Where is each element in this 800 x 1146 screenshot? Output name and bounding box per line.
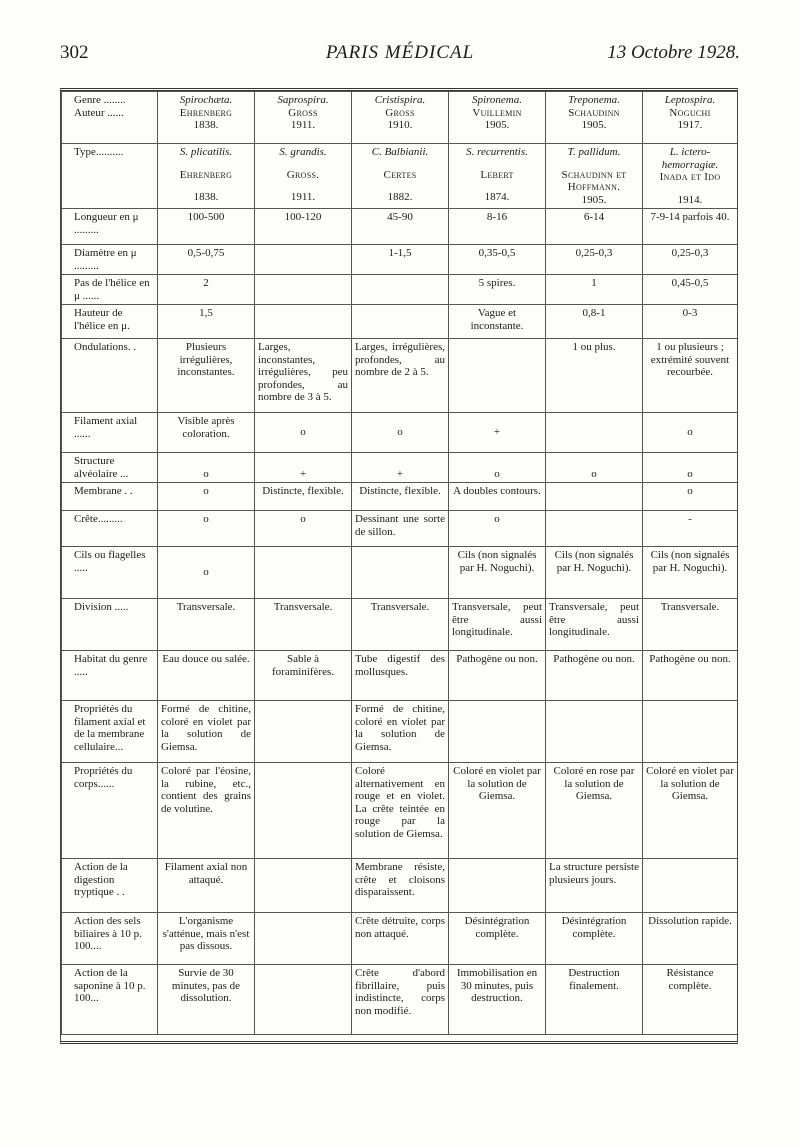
table-row-action-saponine	[62, 965, 738, 1035]
table-row-cils	[62, 547, 738, 599]
proprietes-corps-cell-6: Coloré en violet par la solution de Giemsa.	[643, 763, 738, 859]
proprietes-corps-cell-5: Coloré en rose par la solution de Giemsa.	[546, 763, 643, 859]
longueur-cell-1: 100-500	[158, 209, 255, 245]
diametre-cell-5: 0,25-0,3	[546, 245, 643, 275]
row-label-type: Type..........	[62, 144, 158, 209]
action-digestion-cell-2	[255, 859, 352, 913]
comparison-table	[61, 91, 738, 1035]
structure-cell-5: o	[546, 453, 643, 483]
genus-header-1: Spirochæta. Ehrenberg 1838.	[158, 92, 255, 144]
action-sels-cell-2	[255, 913, 352, 965]
pas-cell-5: 1	[546, 275, 643, 305]
table-row-division	[62, 599, 738, 651]
table-row-filament	[62, 413, 738, 453]
row-label-proprietes-filament: Propriétés du filament axial et de la membrane cellulaire...	[62, 701, 158, 763]
pas-cell-6: 0,45-0,5	[643, 275, 738, 305]
table-row-pas	[62, 275, 738, 305]
hauteur-cell-4: Vague et inconstante.	[449, 305, 546, 339]
type-cell-3: C. Balbianii. Certes 1882.	[352, 144, 449, 209]
table-row-membrane	[62, 483, 738, 511]
action-digestion-cell-3: Membrane résiste, crête et cloisons disparaissent.	[352, 859, 449, 913]
comparison-table-frame	[60, 88, 738, 1044]
diametre-cell-4: 0,35-0,5	[449, 245, 546, 275]
diametre-cell-1: 0,5-0,75	[158, 245, 255, 275]
cils-cell-4: Cils (non signalés par H. Noguchi).	[449, 547, 546, 599]
division-cell-5: Transversale, peut être aussi longitudinale.	[546, 599, 643, 651]
structure-cell-3: +	[352, 453, 449, 483]
row-label-filament: Filament axial ......	[62, 413, 158, 453]
action-saponine-cell-1: Survie de 30 minutes, pas de dissolution.	[158, 965, 255, 1035]
row-label-structure: Structure alvéolaire ...	[62, 453, 158, 483]
cils-cell-6: Cils (non signalés par H. Noguchi).	[643, 547, 738, 599]
row-label-longueur: Longueur en μ .........	[62, 209, 158, 245]
row-label-ondulations: Ondulations. .	[62, 339, 158, 413]
genus-header-3: Cristispira. Gross 1910.	[352, 92, 449, 144]
table-row-habitat	[62, 651, 738, 701]
row-label-division: Division .....	[62, 599, 158, 651]
division-cell-2: Transversale.	[255, 599, 352, 651]
membrane-cell-4: A doubles contours.	[449, 483, 546, 511]
table-row-proprietes-filament	[62, 701, 738, 763]
table-row-action-sels	[62, 913, 738, 965]
crete-cell-4: o	[449, 511, 546, 547]
division-cell-4: Transversale, peut être aussi longitudinale.	[449, 599, 546, 651]
proprietes-filament-cell-6	[643, 701, 738, 763]
pas-cell-1: 2	[158, 275, 255, 305]
action-sels-cell-6: Dissolution rapide.	[643, 913, 738, 965]
proprietes-corps-cell-3: Coloré alternativement en rouge et en violet. La crête teintée en rouge par la solution de Giemsa.	[352, 763, 449, 859]
ondulations-cell-2: Larges, inconstantes, irrégulières, peu profondes, au nombre de 3 à 5.	[255, 339, 352, 413]
cils-cell-2	[255, 547, 352, 599]
membrane-cell-6: o	[643, 483, 738, 511]
row-label-membrane: Membrane . .	[62, 483, 158, 511]
genus-header-4: Spironema. Vuillemin 1905.	[449, 92, 546, 144]
type-cell-2: S. grandis. Gross. 1911.	[255, 144, 352, 209]
action-digestion-cell-1: Filament axial non attaqué.	[158, 859, 255, 913]
action-digestion-cell-5: La structure persiste plusieurs jours.	[546, 859, 643, 913]
table-row-diametre	[62, 245, 738, 275]
action-saponine-cell-3: Crête d'abord fibrillaire, puis indistincte, corps non modifié.	[352, 965, 449, 1035]
table-row-hauteur	[62, 305, 738, 339]
type-cell-5: T. pallidum. Schaudinn et Hoffmann. 1905.	[546, 144, 643, 209]
hauteur-cell-1: 1,5	[158, 305, 255, 339]
journal-title: PARIS MÉDICAL	[325, 42, 475, 63]
membrane-cell-2: Distincte, flexible.	[255, 483, 352, 511]
row-label-action-saponine: Action de la saponine à 10 p. 100...	[62, 965, 158, 1035]
hauteur-cell-6: 0-3	[643, 305, 738, 339]
longueur-cell-3: 45-90	[352, 209, 449, 245]
hauteur-cell-3	[352, 305, 449, 339]
type-cell-4: S. recurrentis. Lebert 1874.	[449, 144, 546, 209]
filament-cell-2: o	[255, 413, 352, 453]
table-row-proprietes-corps	[62, 763, 738, 859]
pas-cell-3	[352, 275, 449, 305]
row-label-cils: Cils ou flagelles .....	[62, 547, 158, 599]
row-label-hauteur: Hauteur de l'hélice en μ.	[62, 305, 158, 339]
diametre-cell-6: 0,25-0,3	[643, 245, 738, 275]
table-row-genre	[62, 92, 738, 144]
issue-date: 13 Octobre 1928.	[607, 42, 740, 63]
division-cell-1: Transversale.	[158, 599, 255, 651]
filament-cell-6: o	[643, 413, 738, 453]
row-label-crete: Crête.........	[62, 511, 158, 547]
hauteur-cell-2	[255, 305, 352, 339]
action-saponine-cell-4: Immobilisation en 30 minutes, puis destruction.	[449, 965, 546, 1035]
habitat-cell-5: Pathogène ou non.	[546, 651, 643, 701]
table-row-structure	[62, 453, 738, 483]
ondulations-cell-6: 1 ou plusieurs ; extrémité souvent recourbée.	[643, 339, 738, 413]
longueur-cell-2: 100-120	[255, 209, 352, 245]
genus-header-5: Treponema. Schaudinn 1905.	[546, 92, 643, 144]
row-label-habitat: Habitat du genre .....	[62, 651, 158, 701]
longueur-cell-6: 7-9-14 parfois 40.	[643, 209, 738, 245]
page-header	[60, 42, 740, 72]
action-digestion-cell-4	[449, 859, 546, 913]
structure-cell-1: o	[158, 453, 255, 483]
proprietes-filament-cell-3: Formé de chitine, coloré en violet par la solution de Giemsa.	[352, 701, 449, 763]
structure-cell-6: o	[643, 453, 738, 483]
action-saponine-cell-6: Résistance complète.	[643, 965, 738, 1035]
proprietes-corps-cell-1: Coloré par l'éosine, la rubine, etc., contient des grains de volutine.	[158, 763, 255, 859]
habitat-cell-6: Pathogène ou non.	[643, 651, 738, 701]
crete-cell-5	[546, 511, 643, 547]
proprietes-filament-cell-1: Formé de chitine, coloré en violet par la solution de Giemsa.	[158, 701, 255, 763]
diametre-cell-3: 1-1,5	[352, 245, 449, 275]
table-row-action-digestion	[62, 859, 738, 913]
table-row-crete	[62, 511, 738, 547]
cils-cell-5: Cils (non signalés par H. Noguchi).	[546, 547, 643, 599]
action-digestion-cell-6	[643, 859, 738, 913]
ondulations-cell-5: 1 ou plus.	[546, 339, 643, 413]
structure-cell-4: o	[449, 453, 546, 483]
table-row-longueur	[62, 209, 738, 245]
crete-cell-1: o	[158, 511, 255, 547]
row-label-action-sels: Action des sels biliaires à 10 p. 100....	[62, 913, 158, 965]
proprietes-corps-cell-4: Coloré en violet par la solution de Giemsa.	[449, 763, 546, 859]
table-row-ondulations	[62, 339, 738, 413]
action-sels-cell-1: L'organisme s'atténue, mais n'est pas dissous.	[158, 913, 255, 965]
proprietes-corps-cell-2	[255, 763, 352, 859]
structure-cell-2: +	[255, 453, 352, 483]
proprietes-filament-cell-5	[546, 701, 643, 763]
page-number: 302	[60, 42, 89, 63]
proprietes-filament-cell-2	[255, 701, 352, 763]
membrane-cell-3: Distincte, flexible.	[352, 483, 449, 511]
pas-cell-2	[255, 275, 352, 305]
division-cell-3: Transversale.	[352, 599, 449, 651]
proprietes-filament-cell-4	[449, 701, 546, 763]
type-cell-6: L. ictero-hemorragiæ. Inada et Ido 1914.	[643, 144, 738, 209]
row-label-proprietes-corps: Propriétés du corps......	[62, 763, 158, 859]
crete-cell-2: o	[255, 511, 352, 547]
filament-cell-1: Visible après coloration.	[158, 413, 255, 453]
action-saponine-cell-5: Destruction finalement.	[546, 965, 643, 1035]
row-label-diametre: Diamètre en μ .........	[62, 245, 158, 275]
action-sels-cell-4: Désintégration complète.	[449, 913, 546, 965]
filament-cell-5	[546, 413, 643, 453]
type-cell-1: S. plicatilis. Ehrenberg 1838.	[158, 144, 255, 209]
genus-header-6: Leptospira. Noguchi 1917.	[643, 92, 738, 144]
ondulations-cell-1: Plusieurs irrégulières, inconstantes.	[158, 339, 255, 413]
row-label-pas: Pas de l'hélice en μ ......	[62, 275, 158, 305]
hauteur-cell-5: 0,8-1	[546, 305, 643, 339]
longueur-cell-5: 6-14	[546, 209, 643, 245]
ondulations-cell-4	[449, 339, 546, 413]
membrane-cell-1: o	[158, 483, 255, 511]
habitat-cell-4: Pathogène ou non.	[449, 651, 546, 701]
action-sels-cell-5: Désintégration complète.	[546, 913, 643, 965]
crete-cell-3: Dessinant une sorte de sillon.	[352, 511, 449, 547]
membrane-cell-5	[546, 483, 643, 511]
diametre-cell-2	[255, 245, 352, 275]
cils-cell-3	[352, 547, 449, 599]
division-cell-6: Transversale.	[643, 599, 738, 651]
row-label-action-digestion: Action de la digestion tryptique . .	[62, 859, 158, 913]
ondulations-cell-3: Larges, irrégulières, profondes, au nombre de 2 à 5.	[352, 339, 449, 413]
longueur-cell-4: 8-16	[449, 209, 546, 245]
pas-cell-4: 5 spires.	[449, 275, 546, 305]
table-row-type	[62, 144, 738, 209]
filament-cell-4: +	[449, 413, 546, 453]
action-saponine-cell-2	[255, 965, 352, 1035]
action-sels-cell-3: Crête détruite, corps non attaqué.	[352, 913, 449, 965]
filament-cell-3: o	[352, 413, 449, 453]
row-label-genre: Genre ........ Auteur ......	[62, 92, 158, 144]
habitat-cell-1: Eau douce ou salée.	[158, 651, 255, 701]
habitat-cell-3: Tube digestif des mollusques.	[352, 651, 449, 701]
crete-cell-6: -	[643, 511, 738, 547]
genus-header-2: Saprospira. Gross 1911.	[255, 92, 352, 144]
habitat-cell-2: Sable à foraminifères.	[255, 651, 352, 701]
cils-cell-1: o	[158, 547, 255, 599]
